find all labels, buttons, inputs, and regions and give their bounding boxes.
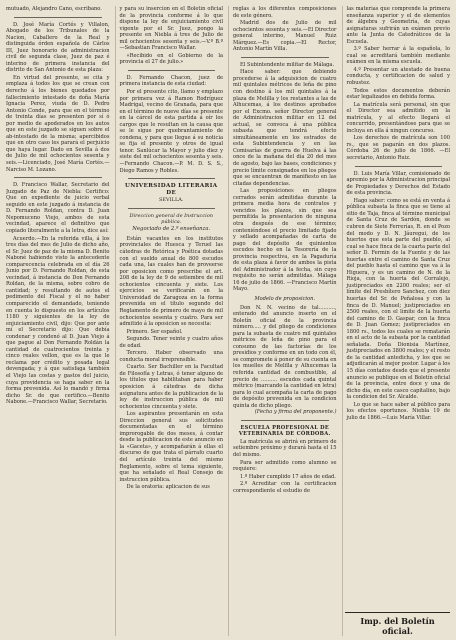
column-4 — [342, 6, 451, 636]
paragraph: Los derechos de matrícula son 100 rs., que se pagarán en dos plazos. Córdoba 26 de julio de 1866. —El secretario, Antonio Ruiz. — [346, 135, 450, 162]
paragraph: En virtud del presente, se cita y emplaza á todos los que se crean con derecho á los bienes quedados por fallecimiento intestado de doña María Ignacia Perez, viuda de D. Pedro Antonio Conde, para que en el término de treinta días se presenten por sí ó por medio de apoderados en los autos que en este juzgado se siguen sobre el ab-intestado de la misma; apercibidos que en otro caso les parará el perjuicio que haya lugar. Dado en Sevilla á dos de Julio de mil ochocientos sesenta y seis.—Licenciado, José María Cortés.—Narciso M. Lozano. — [6, 74, 110, 173]
paragraph: mutuado, Alejandro Cano, escribano. — [6, 6, 102, 12]
paragraph: 2.º Acreditar con la certificacion correspondiente el estudio de — [233, 481, 337, 494]
paragraph: D. Fernando Chacon, juez de primera instancia de esta ciudad: — [119, 74, 223, 88]
paragraph: Hace saber: que debiendo procederse á la adquisicion de cuatro mil quintales métricos de leña de pino con destino á los mil quintales á la plaza de Melilla y los restantes a las de Alhucemas, á los destinos aprobados por el Excmo. señor Director general de Administracion militar en 12 del actual, se convoca á una pública subasta que tendrá efecto simultáneamente en los estrados de esta Subintendencia y en las Comisarías de guerra de Huelva á las once de la mañana del día 20 del mes de agosto, bajo las bases, condiciones y precio límite consignados en los pliegos que se encuentran de manifiesto en las citadas dependencias. — [233, 69, 337, 187]
paragraph: reglas á los diferentes composiciones de este género. — [233, 6, 337, 19]
paragraph: Para ser admitido como alumno se requiere: — [233, 459, 337, 473]
column-2 — [115, 6, 224, 636]
paragraph: 3.º Saber herrar á la española, lo cual se acreditará también mediante exámen en la misma escuela. — [346, 46, 450, 66]
divider-rule — [241, 420, 329, 421]
divider-rule — [241, 57, 329, 58]
paragraph: Tercero. Haber observado una conducta moral irreprensible. — [119, 350, 223, 363]
divider-rule — [14, 177, 102, 178]
section-title: Negociado de 2.ª enseñanza. — [132, 226, 211, 233]
university-title: UNIVERSIDAD LITERARIA DE — [125, 183, 218, 197]
model-title: Modelo de proposicion. — [254, 295, 316, 302]
paragraph: Madrid dos de Julio de mil ochocientos sesenta y seis.—El Director general interino, Manuel Ruiz Márquez.—Es copia.—El Rector, Antonio Martín Villa. — [233, 20, 337, 53]
paragraph: La matrícula será personal, sin que el Director sea admitido en la matrícula, y al efecto llegará el concurrido, presentándose para que se incluya en ella á ningun concurso. — [346, 101, 450, 134]
divider-rule — [128, 70, 216, 71]
paragraph: Todos estos documentos deberán estar legalizados en debida forma. — [346, 87, 450, 101]
paragraph: Hago saber: como se está en venta á pública subasta la finca que se tiene al sitio de Taja, finca al término municipal de Santa Cruz de Sardón, donde se cubren de Siete Ferrerías, R. en el Pozo del modo y D. N. Jáuregui, de los huertos que esta parte del pueblo, al cual se hace finca de la cuarta parte del señor D. Fermin de la Fuente y de las huertas entre el camino de Santa Cruz del pueblo hasta el camino que va á la Higuera, y es un camino de N. de la Rioja, con la huerta del Corralejo, justipreciados en 2200 reales; ser el límite del Presbítero Sanchez, con diez huertas del Sr. de Peñalosa y con la finca de D. Manuel; justipreciados en 2500 reales, con el límite de la huerta del camino de D. Gaspar, con la finca de D. Juan Gomez; justipreciados en 1800 rs., todos los cuales se rematarán en el acto de la subasta por la cantidad señalada. Doña Dionisia Martínez, justipreciados en 3800 reales; y el resto de la cantidad antedicha, y los que se adjudicarán al mejor postor. Lugar á los 15 días contados desde que el presente anuncio se publique en el Boletín oficial de la provincia, entre doce y una de dicho día, en este casco capitalino, bajo la condicion del Sr. Alcalde. — [346, 197, 450, 401]
divider-rule — [355, 166, 443, 167]
paragraph: Por el presente cito, llamo y emplazo por primera vez á Ramon Rodríguez Madrigal, vecino de Granada, para que en el término de nueve días se presente en la cárcel de esta partida á oír los cargos que le resultan en la causa que se le sigue por quebrantamiento de condena, y para que llegue á su noticia se fija el presente y otros de igual tenor. Sanlúcar la Mayor y julio diez y siete del mil ochocientos sesenta y seis.—Fernando Chacon.—P. M. D. S. S., Diego Ramos y Robles. — [119, 89, 223, 174]
university-city: SEVILLA. — [158, 197, 184, 204]
divider-rule — [14, 17, 102, 18]
signature-line: (Fecha y firma del proponente.) — [254, 409, 337, 416]
paragraph: La matrícula se abrirá en primero de setiembre próximo y durará hasta el 15 del mismo. — [233, 438, 337, 458]
paragraph: Los aspirantes presentarán en esta Direccion general sus solicitudes documentadas en el término improrogable de dos meses, á contar desde la publicacion de este anuncio en la «Gaceta», y acompañarán á ellas el discurso de que trata el párrafo cuarto del artículo treinta del mismo Reglamento, sobre el tema siguiente, que ha señalado el Real Consejo de instruccion pública. — [119, 411, 223, 483]
paragraph: Primero. Ser español. — [126, 328, 183, 335]
direction-title: Direccion general de Instruccion pública. — [129, 212, 213, 225]
paragraph: 1.º Haber cumplido 17 años de edad. — [240, 473, 336, 480]
paragraph: Don N. N. vecino de tal.........., enterado del anuncio inserto en el Boletín oficial de la provincia número..... y del pliego de condiciones para la subasta de cuatro mil quintales métricos de leña de pino para el consumo de las factorías de los presidios y conforme en un todo con él, se compromete á poner de su cuenta en los muelles de Melilla y Alhucemas la referida cantidad de combustible, al precio de .......... escudos cada quintal métrico (marcando la cantidad en letra) para lo cual acompaña la carta de pago de depósito prevenida en la condicion quinta de dicho pliego. — [233, 304, 337, 409]
paragraph: Segundo. Tener veinte y cuatro años de edad. — [119, 336, 223, 349]
paragraph: Están vacantes en los institutos provinciales de Huesca y Teruel las cátedras de Retórica y Poética dotadas con el sueldo anual de 800 escudos cada una, las cuales han de proveerse por oposicion como prescribe el art. 208 de la ley de 9 de setiembre de mil ochocientos cincuenta y siete. Los ejercicios se verificarán en la Universidad de Zaragoza en la forma prevenida en el título segundo del Reglamento de primero de mayo de mil ochocientos sesenta y cuatro. Para ser admitido á la oposicion se necesita: — [119, 235, 223, 328]
paragraph: 4.º Presentar un atestado de buena conducta, y certificacion de salud y robustez. — [346, 66, 450, 87]
paragraph: D. Luis María Villar, comisionado de apremio por la Administracion principal de Propiedades y Derechos del Estado de esta provincia. — [346, 170, 450, 197]
paragraph: De la oratoria: aplicacion de sus — [126, 484, 210, 491]
paragraph: las materias que comprende la primera enseñanza superior y el de elementos de álgebra y Geometría, de cuyas asignaturas sufrirán un exámen previo ante la Junta de Catedráticos de la Escuela. — [346, 6, 450, 45]
paragraph: Lo que se hace saber al público para los efectos oportunos. Niebla 19 de julio de 1866.—Luis María Villar. — [346, 401, 450, 421]
divider-rule — [128, 178, 216, 179]
school-title: ESCUELA PROFESIONAL DE VETERINARIA DE CÓRDOBA. — [238, 424, 331, 438]
paragraph: «Recibido en el Gobierno de la provincia el 27 de julio.» — [119, 52, 223, 66]
paragraph: Las proposiciones en pliegos cerrados serán admitidas durante la primera media hora de contratos y vencidos los plazos, sin que sea permitida la presentacion de ninguna otra después de ese término; conteniéndose el precio limitado fijado y sellado acompañadas de carta de pago del depósito de quinientos escudos hecho en la Tesorería de la provincia respectiva, en la Pagaduría de esta plaza á favor de ambos la pista del Administrador á la fecha, sin cuyo requisito no serán admitidas. Málaga 16 de julio de 1866. —Francisco Martín Mayo. — [233, 188, 337, 293]
paragraph: D. José María Cortés y Villalon, Abogado de los Tribunales de la Nacion, Caballero de la Real y distinguida órden española de Cárlos III, Juez honorario de administracion civil de segunda clase, Juez de paz é interino de primera instancia del distrito de San Antonio de esta plaza: — [6, 21, 110, 74]
column-3 — [228, 6, 337, 636]
university-header — [120, 183, 224, 233]
column-1 — [6, 6, 110, 636]
imprint-footer: Imp. del Boletín oficial. — [345, 612, 450, 636]
paragraph: y para su insercion en el Boletín oficial de la provincia conforme á lo que dispone la ley de enjuiciamiento civil vigente por el Sr. Juez, pongo la presente en Niebla á tres de Julio de mil ochocientos sesenta y seis.—V.º B.º—Sebastian Francisco Wallar. — [119, 6, 223, 52]
paragraph: D. Francisco Wallar, Secretario del Juzgado de Paz de Niebla: Certifico: Que en expediente de juicio verbal seguido en este juzgado á instancia de D. Fernando Roldan, contra D. Juan Nepomuceno Viejo, ambos de esta vecindad, aparece el definitivo que copiado literalmente a la letra, dice así: — [6, 182, 110, 234]
paragraph: Acuerdo.—En la referida villa, á los tres días del mes de Julio de dicho año, el Sr. Juez de paz de la misma D. Benito Naboné habiendo visto la antecedente comparecencia celebrada en el día 26 Junio por D. Fernando Roldan, de esta vecindad, á instancia de Don Fernando Roldan, de la misma, sobre cobro de cantidad; y resultando de autos el pedimento del Fiscal y el no haber comparecido el demandado, teniendo en cuenta lo dispuesto en los artículos 1180 y siguientes de la ley de enjuiciamiento civil, dijo: Que por ante mí el Secretario dijo: Que debía condenar y condenó al D. Juan Viejo á que pague al Don Fernando Roldán la cantidad de cuatrocientos treinta y cinco reales vellon, que es la que le reclama por crédito y posada legal devengada; y á que satisfaga también el Viejo las costas y gastos del juicio, cuya providencia se haga saber en la forma prevenida. Así lo mandó y firma dicho Sr. de que certifico.—Benito Nabone.—Francisco Wallar, Secretario. — [6, 235, 110, 406]
paragraph: El Subintendente militar de Málaga. — [240, 61, 335, 68]
divider-rule — [128, 208, 216, 209]
paragraph: Cuarto. Ser Bachiller en la Facultad de Filosofía y Letras, ó tener alguno de los títulos que habilitaban para haber oposicion á cátedras de dicha asignatura antes de la publicacion de la ley de instruccion pública de mil ochocientos cincuenta y siete. — [119, 364, 223, 410]
